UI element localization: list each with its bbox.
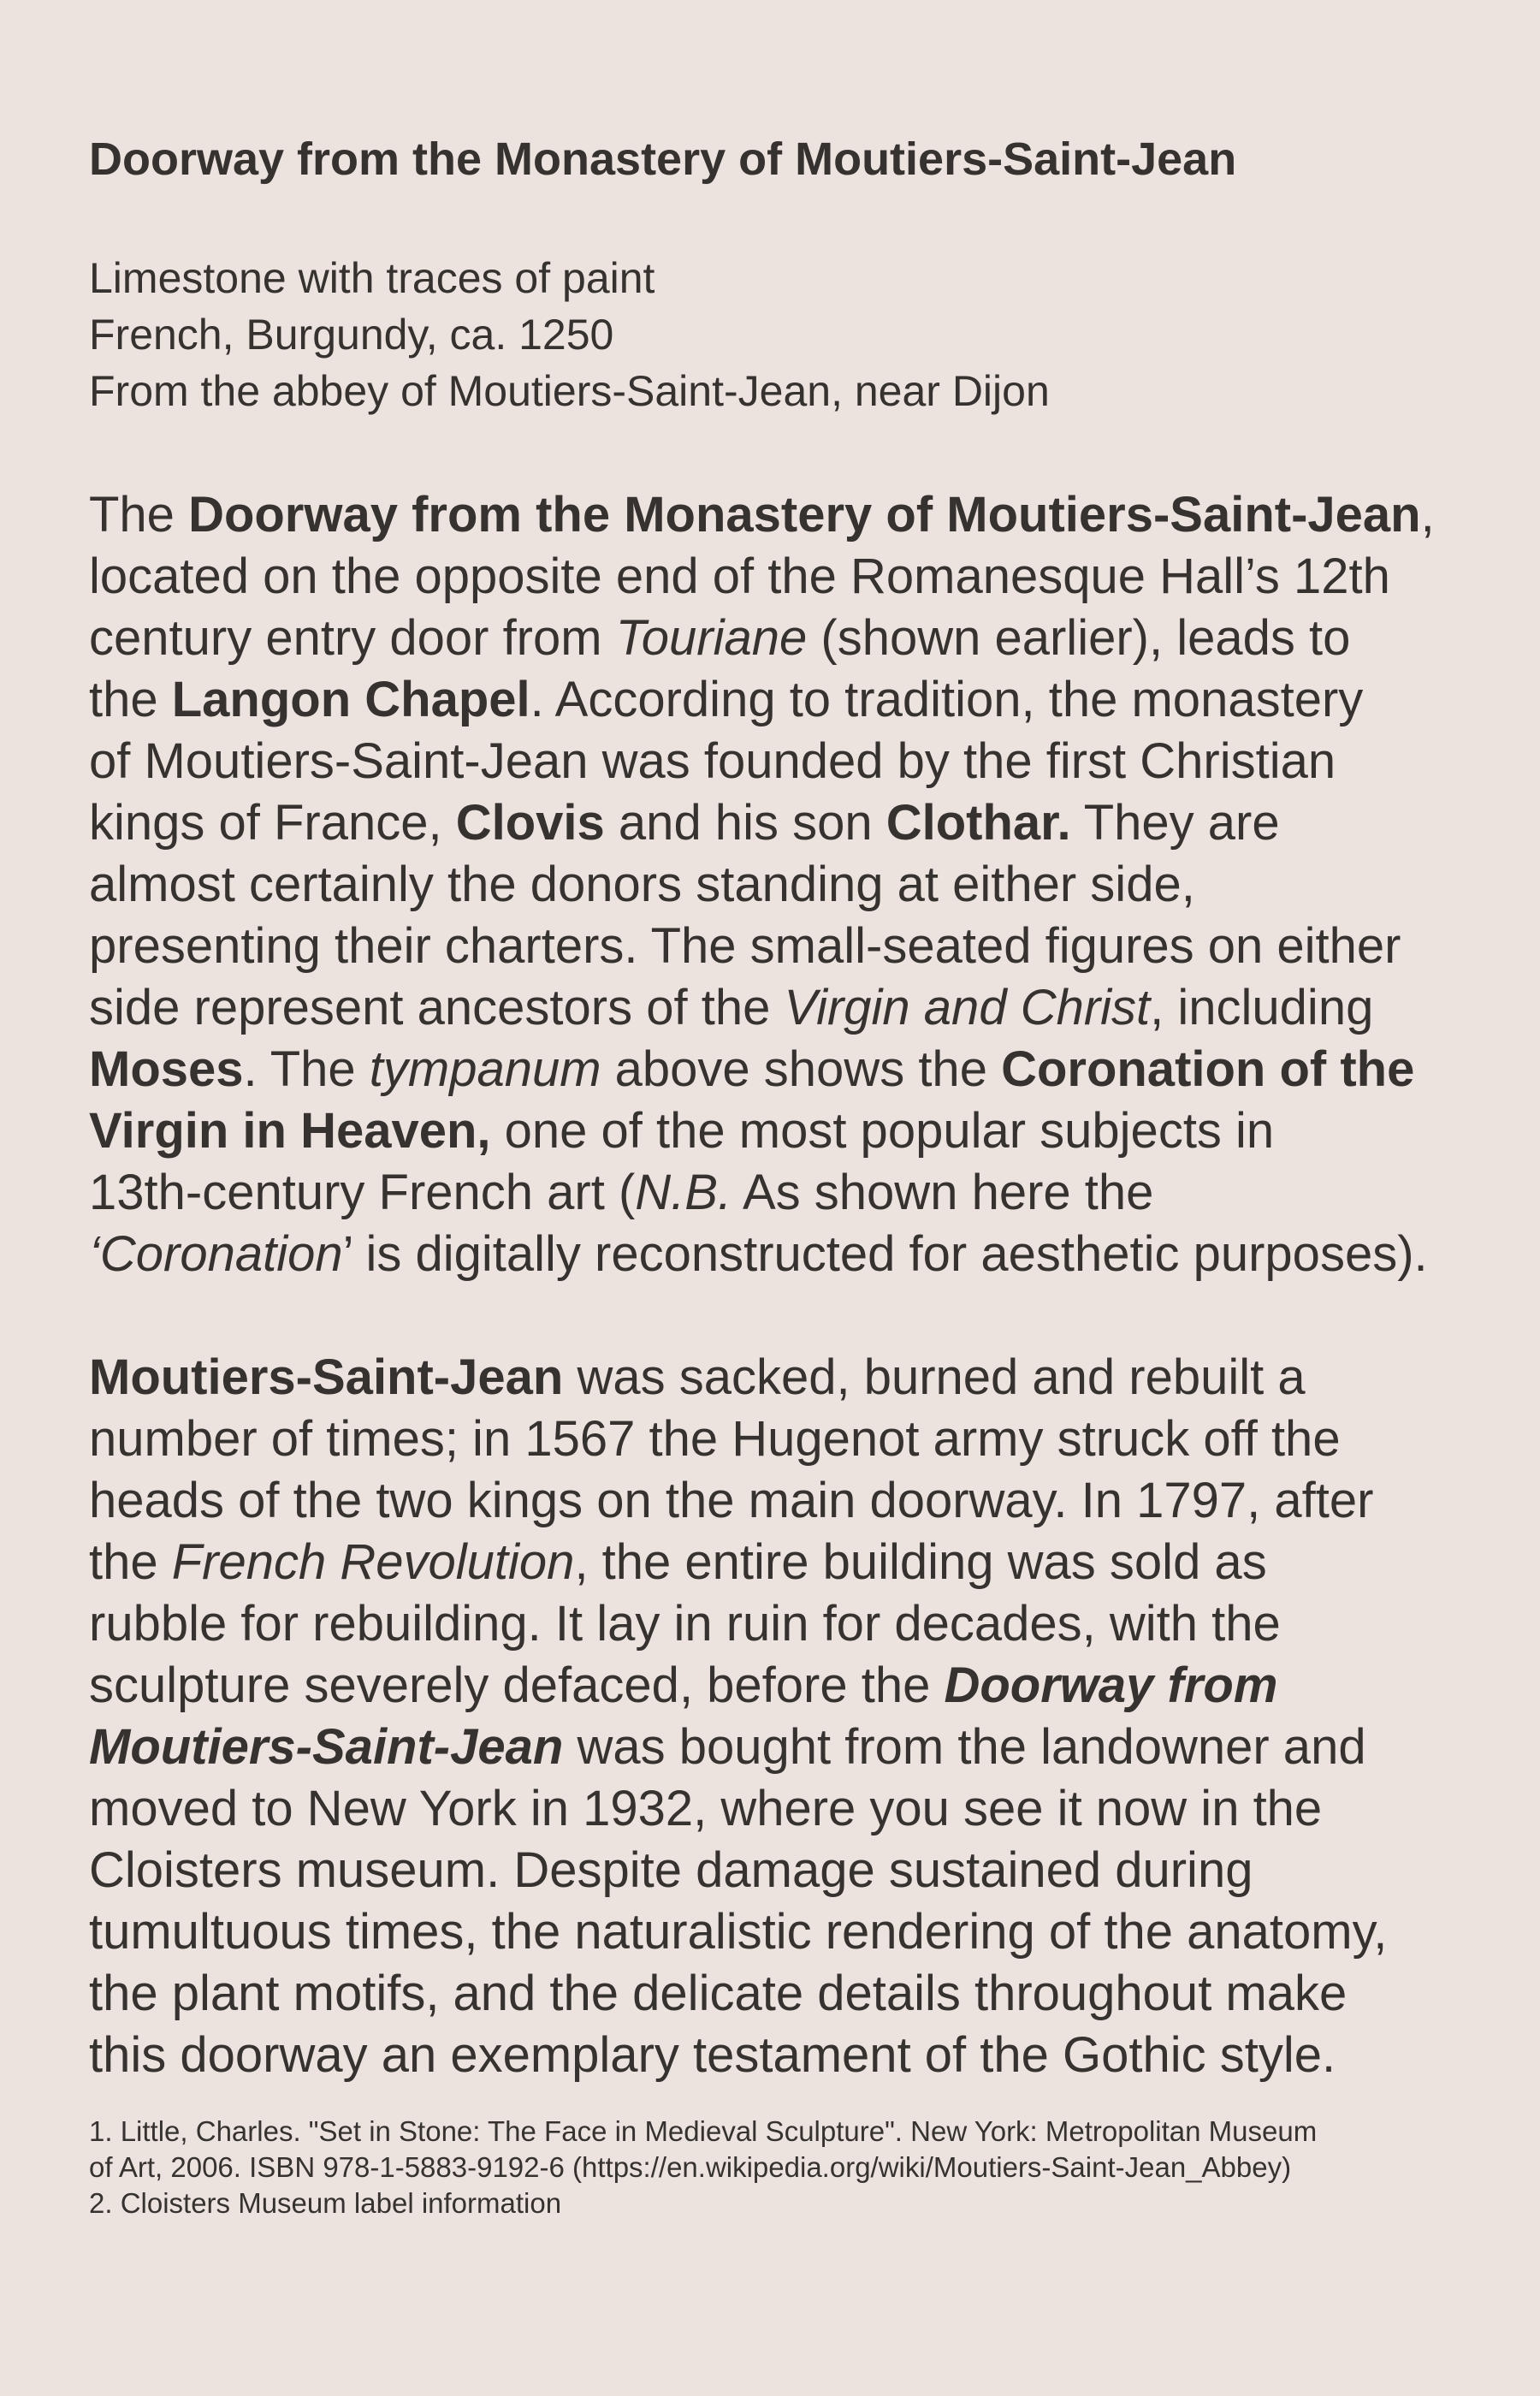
material-line: Limestone with traces of paint [89, 254, 655, 302]
text-run: . According to tradition, the monastery [530, 672, 1364, 727]
text-run: was sacked, burned and rebuilt a [563, 1349, 1306, 1405]
revolution-emphasis: French Revolution [171, 1534, 575, 1590]
text-line [89, 669, 1435, 731]
text-run: kings of France, [89, 795, 456, 851]
description-paragraph-1 [89, 484, 1435, 1285]
text-run: sculpture severely defaced, before the [89, 1658, 945, 1713]
footnotes [89, 2114, 1317, 2221]
text-line: heads of the two kings on the main doorway. In 1797, after [89, 1473, 1374, 1528]
text-run: one of the most popular subjects in [490, 1103, 1275, 1159]
moses-emphasis: Moses [89, 1041, 244, 1097]
text-line [89, 1717, 1387, 1778]
text-line: rubble for rebuilding. It lay in ruin for decades, with the [89, 1596, 1281, 1652]
place-emphasis: Touriane [615, 610, 808, 666]
text-line [89, 977, 1435, 1039]
object-metadata [89, 250, 1050, 419]
text-run: century entry door from [89, 610, 616, 666]
text-run: 13th-century French art ( [89, 1165, 636, 1220]
doorway-emphasis-cont: Moutiers-Saint-Jean [89, 1719, 564, 1775]
abbey-emphasis: Moutiers-Saint-Jean [89, 1349, 564, 1405]
text-line [89, 1162, 1435, 1224]
nota-bene-emphasis: N.B. [635, 1165, 732, 1220]
text-run: the [89, 672, 172, 727]
provenance-line: From the abbey of Moutiers-Saint-Jean, near Dijon [89, 367, 1050, 415]
text-run: They are [1070, 795, 1280, 851]
clovis-emphasis: Clovis [455, 795, 605, 851]
text-line [89, 1655, 1387, 1717]
text-line: located on the opposite end of the Romanesque Hall’s 12th [89, 549, 1390, 604]
footnote-1-cont: of Art, 2006. ISBN 978-1-5883-9192-6 (https://en.wikipedia.org/wiki/Moutiers-Saint-Jean_Abbey) [89, 2151, 1292, 2183]
text-run: , including [1150, 980, 1374, 1035]
text-line: of Moutiers-Saint-Jean was founded by the first Christian [89, 733, 1336, 789]
text-run: above shows the [601, 1041, 1002, 1097]
text-run: side represent ancestors of the [89, 980, 785, 1035]
chapel-emphasis: Langon Chapel [171, 672, 530, 727]
virgin-christ-emphasis: Virgin and Christ [784, 980, 1151, 1035]
text-line: moved to New York in 1932, where you see it now in the [89, 1781, 1323, 1836]
text-line: the plant motifs, and the delicate details throughout make [89, 1966, 1348, 2021]
text-line [89, 1347, 1387, 1409]
text-run: , [1420, 487, 1435, 543]
text-run: the [89, 1534, 172, 1590]
text-run: As shown here the [732, 1165, 1154, 1220]
text-line [89, 792, 1435, 854]
coronation-emphasis: Coronation of the [1001, 1041, 1415, 1097]
text-line: Cloisters museum. Despite damage sustained during [89, 1842, 1253, 1898]
coronation-emphasis-cont: Virgin in Heaven, [89, 1103, 491, 1159]
footnote-1: 1. Little, Charles. "Set in Stone: The Face in Medieval Sculpture". New York: Metropolitan Museum [89, 2115, 1318, 2147]
text-line [89, 1100, 1435, 1162]
text-line: almost certainly the donors standing at either side, [89, 857, 1195, 912]
text-run: (shown earlier), leads to [807, 610, 1351, 666]
doorway-emphasis: Doorway from [944, 1658, 1278, 1713]
text-line: tumultuous times, the naturalistic rendering of the anatomy, [89, 1904, 1388, 1960]
object-name-emphasis: Doorway from the Monastery of Moutiers-Saint-Jean [188, 487, 1421, 543]
text-line: presenting their charters. The small-seated figures on either [89, 918, 1401, 974]
text-run: and his son [604, 795, 886, 851]
page-title: Doorway from the Monastery of Moutiers-Saint-Jean [89, 133, 1237, 185]
coronation-italic: ‘Coronation [89, 1226, 343, 1282]
text-line [89, 608, 1435, 669]
text-line [89, 1039, 1435, 1100]
text-run: was bought from the landowner and [563, 1719, 1366, 1775]
text-line: this doorway an exemplary testament of the Gothic style. [89, 2027, 1336, 2083]
origin-line: French, Burgundy, ca. 1250 [89, 311, 614, 359]
tympanum-emphasis: tympanum [369, 1041, 601, 1097]
text-run: , the entire building was sold as [574, 1534, 1267, 1590]
text-line [89, 1532, 1387, 1593]
footnote-2: 2. Cloisters Museum label information [89, 2187, 562, 2219]
text-line: number of times; in 1567 the Hugenot army struck off the [89, 1411, 1341, 1467]
text-run: ’ is digitally reconstructed for aesthetic purposes). [342, 1226, 1428, 1282]
text-run: . The [243, 1041, 370, 1097]
clothar-emphasis: Clothar. [886, 795, 1071, 851]
description-paragraph-2 [89, 1347, 1387, 2086]
text-line [89, 484, 1435, 546]
text-line [89, 1224, 1435, 1285]
text-run: The [89, 487, 189, 543]
